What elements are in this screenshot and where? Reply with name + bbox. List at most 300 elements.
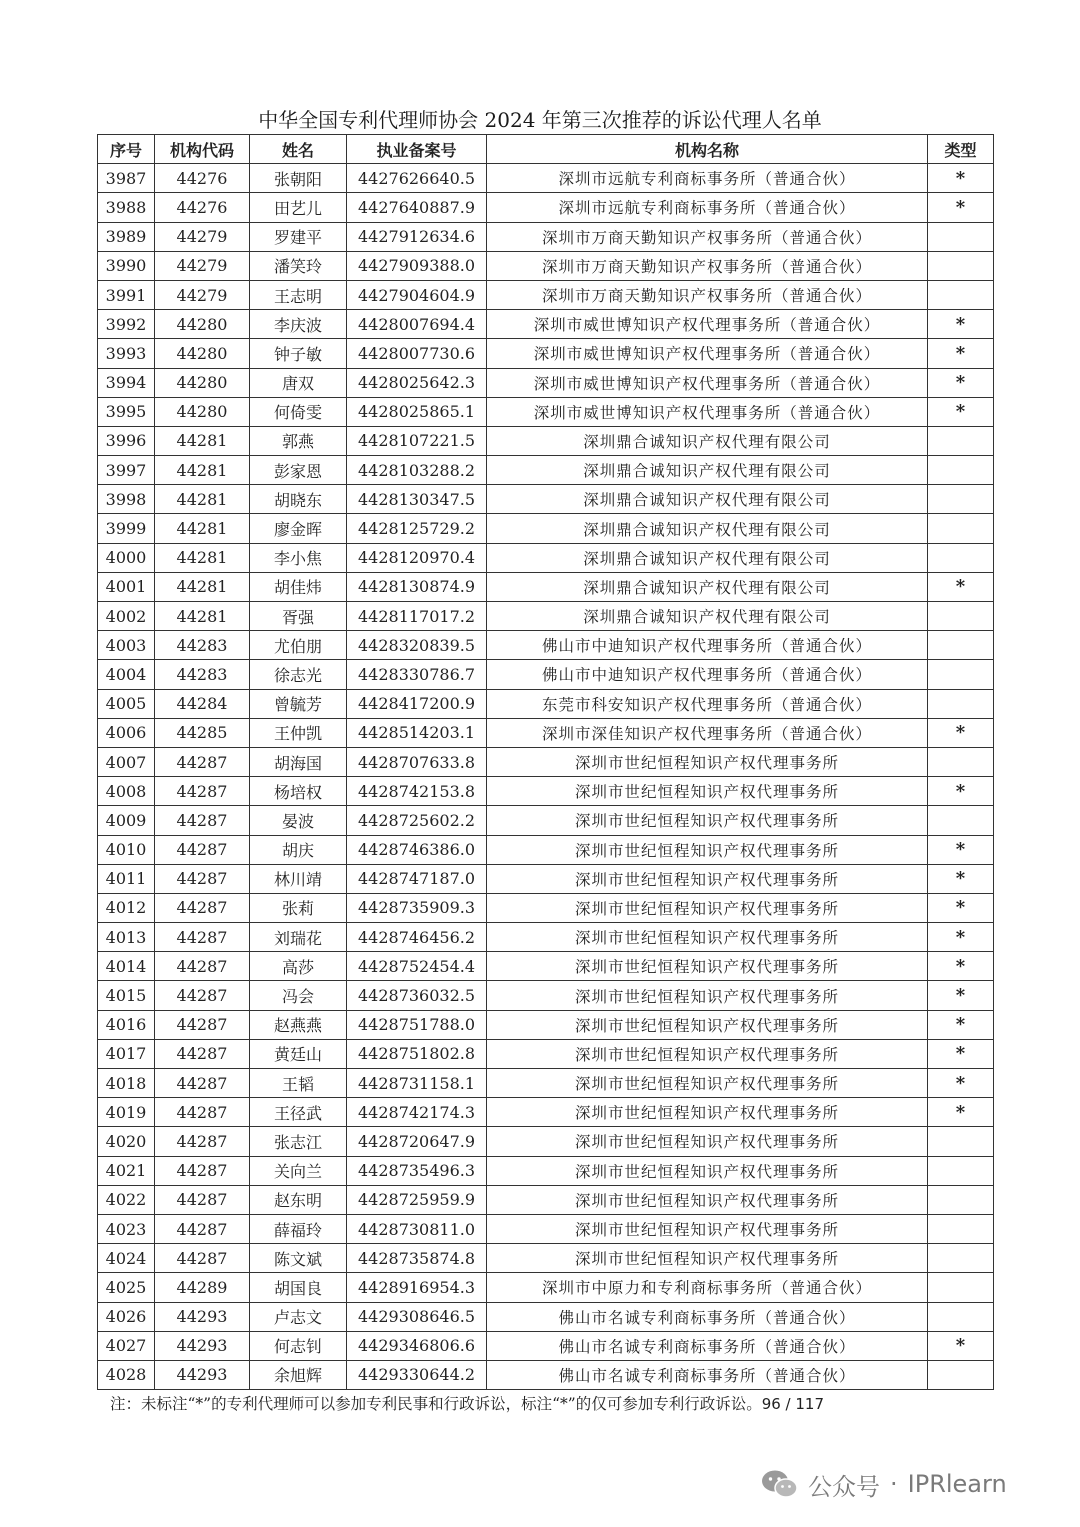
cell-seq: 4019 — [98, 1098, 155, 1127]
cell-type: * — [928, 339, 994, 368]
cell-seq: 3990 — [98, 251, 155, 280]
cell-name: 罗建平 — [250, 222, 347, 251]
cell-type — [928, 1214, 994, 1243]
table-row — [98, 631, 994, 660]
cell-type — [928, 485, 994, 514]
cell-license-no: 4428330786.7 — [347, 660, 487, 689]
table-row — [98, 1360, 994, 1389]
cell-org-name: 深圳市世纪恒程知识产权代理事务所 — [487, 1127, 928, 1156]
table-row — [98, 572, 994, 601]
table-row — [98, 835, 994, 864]
cell-name: 廖金晖 — [250, 514, 347, 543]
cell-org-code: 44281 — [155, 543, 250, 572]
cell-license-no: 4428320839.5 — [347, 631, 487, 660]
cell-license-no: 4429346806.6 — [347, 1331, 487, 1360]
cell-seq: 4021 — [98, 1156, 155, 1185]
cell-name: 林川靖 — [250, 864, 347, 893]
cell-org-code: 44293 — [155, 1302, 250, 1331]
table-row — [98, 193, 994, 222]
cell-type: * — [928, 397, 994, 426]
cell-seq: 4016 — [98, 1010, 155, 1039]
cell-type — [928, 689, 994, 718]
table-row — [98, 1302, 994, 1331]
cell-type: * — [928, 310, 994, 339]
cell-org-code: 44287 — [155, 1214, 250, 1243]
cell-name: 尤伯朋 — [250, 631, 347, 660]
cell-name: 黄廷山 — [250, 1039, 347, 1068]
cell-name: 王径武 — [250, 1098, 347, 1127]
cell-org-code: 44287 — [155, 835, 250, 864]
cell-org-code: 44293 — [155, 1331, 250, 1360]
cell-org-code: 44283 — [155, 631, 250, 660]
cell-type: * — [928, 864, 994, 893]
cell-org-code: 44287 — [155, 1185, 250, 1214]
cell-name: 余旭辉 — [250, 1360, 347, 1389]
cell-type — [928, 1156, 994, 1185]
cell-license-no: 4428731158.1 — [347, 1069, 487, 1098]
cell-license-no: 4429308646.5 — [347, 1302, 487, 1331]
cell-org-name: 佛山市中迪知识产权代理事务所（普通合伙） — [487, 660, 928, 689]
cell-org-name: 深圳市中原力和专利商标事务所（普通合伙） — [487, 1273, 928, 1302]
cell-org-name: 深圳鼎合诚知识产权代理有限公司 — [487, 514, 928, 543]
cell-type — [928, 602, 994, 631]
cell-seq: 4023 — [98, 1214, 155, 1243]
cell-org-name: 深圳市远航专利商标事务所（普通合伙） — [487, 193, 928, 222]
cell-org-name: 深圳市世纪恒程知识产权代理事务所 — [487, 835, 928, 864]
cell-license-no: 4428007694.4 — [347, 310, 487, 339]
cell-type: * — [928, 923, 994, 952]
cell-name: 潘笑玲 — [250, 251, 347, 280]
cell-type: * — [928, 893, 994, 922]
table-row — [98, 543, 994, 572]
table-row — [98, 1039, 994, 1068]
cell-org-code: 44287 — [155, 806, 250, 835]
table-row — [98, 718, 994, 747]
cell-license-no: 4428107221.5 — [347, 426, 487, 455]
cell-org-name: 深圳市世纪恒程知识产权代理事务所 — [487, 893, 928, 922]
cell-org-name: 深圳市世纪恒程知识产权代理事务所 — [487, 806, 928, 835]
cell-type: * — [928, 1039, 994, 1068]
cell-seq: 3992 — [98, 310, 155, 339]
cell-seq: 4017 — [98, 1039, 155, 1068]
cell-license-no: 4428736032.5 — [347, 981, 487, 1010]
cell-org-code: 44285 — [155, 718, 250, 747]
table-row — [98, 689, 994, 718]
cell-org-name: 深圳市世纪恒程知识产权代理事务所 — [487, 777, 928, 806]
cell-type: * — [928, 572, 994, 601]
header-seq: 序号 — [98, 135, 155, 164]
cell-name: 胡海国 — [250, 747, 347, 776]
cell-org-name: 深圳市世纪恒程知识产权代理事务所 — [487, 1069, 928, 1098]
table-row — [98, 1010, 994, 1039]
cell-type — [928, 1273, 994, 1302]
table-row — [98, 251, 994, 280]
cell-org-code: 44281 — [155, 456, 250, 485]
cell-org-code: 44281 — [155, 602, 250, 631]
cell-license-no: 4428720647.9 — [347, 1127, 487, 1156]
cell-license-no: 4428130347.5 — [347, 485, 487, 514]
header-type: 类型 — [928, 135, 994, 164]
cell-seq: 4018 — [98, 1069, 155, 1098]
cell-type — [928, 660, 994, 689]
cell-type: * — [928, 952, 994, 981]
cell-org-name: 深圳市深佳知识产权代理事务所（普通合伙） — [487, 718, 928, 747]
cell-name: 张志江 — [250, 1127, 347, 1156]
cell-seq: 4004 — [98, 660, 155, 689]
cell-name: 胡晓东 — [250, 485, 347, 514]
table-row — [98, 485, 994, 514]
cell-org-code: 44281 — [155, 514, 250, 543]
cell-seq: 4002 — [98, 602, 155, 631]
table-row — [98, 952, 994, 981]
cell-org-code: 44276 — [155, 164, 250, 193]
cell-org-code: 44276 — [155, 193, 250, 222]
cell-license-no: 4428752454.4 — [347, 952, 487, 981]
cell-org-code: 44283 — [155, 660, 250, 689]
cell-org-name: 深圳市世纪恒程知识产权代理事务所 — [487, 1185, 928, 1214]
cell-name: 陈文斌 — [250, 1244, 347, 1273]
cell-seq: 4005 — [98, 689, 155, 718]
cell-org-name: 深圳市万商天勤知识产权事务所（普通合伙） — [487, 280, 928, 309]
cell-org-name: 佛山市中迪知识产权代理事务所（普通合伙） — [487, 631, 928, 660]
watermark-account: IPRlearn — [907, 1470, 1007, 1498]
table-header-row — [98, 135, 994, 164]
cell-license-no: 4427626640.5 — [347, 164, 487, 193]
watermark-separator: · — [890, 1470, 898, 1498]
cell-org-code: 44281 — [155, 426, 250, 455]
cell-type: * — [928, 981, 994, 1010]
cell-name: 胡佳炜 — [250, 572, 347, 601]
cell-license-no: 4428725959.9 — [347, 1185, 487, 1214]
table-row — [98, 777, 994, 806]
cell-license-no: 4427904604.9 — [347, 280, 487, 309]
cell-seq: 4014 — [98, 952, 155, 981]
cell-org-code: 44287 — [155, 864, 250, 893]
cell-license-no: 4428725602.2 — [347, 806, 487, 835]
cell-license-no: 4428007730.6 — [347, 339, 487, 368]
cell-type: * — [928, 835, 994, 864]
table-row — [98, 981, 994, 1010]
table-row — [98, 222, 994, 251]
cell-name: 彭家恩 — [250, 456, 347, 485]
table-row — [98, 514, 994, 543]
page-number: 96 / 117 — [761, 1395, 825, 1413]
table-row — [98, 368, 994, 397]
cell-org-code: 44284 — [155, 689, 250, 718]
watermark-label: 公众号 — [808, 1472, 880, 1501]
cell-name: 李小焦 — [250, 543, 347, 572]
cell-seq: 3994 — [98, 368, 155, 397]
cell-org-name: 深圳鼎合诚知识产权代理有限公司 — [487, 456, 928, 485]
cell-license-no: 4427909388.0 — [347, 251, 487, 280]
agent-table — [97, 134, 994, 1390]
table-row — [98, 397, 994, 426]
cell-name: 张莉 — [250, 893, 347, 922]
cell-seq: 4024 — [98, 1244, 155, 1273]
cell-seq: 4012 — [98, 893, 155, 922]
cell-name: 赵燕燕 — [250, 1010, 347, 1039]
cell-org-name: 深圳市威世博知识产权代理事务所（普通合伙） — [487, 397, 928, 426]
cell-license-no: 4428120970.4 — [347, 543, 487, 572]
header-license-no: 执业备案号 — [347, 135, 487, 164]
cell-org-name: 深圳市世纪恒程知识产权代理事务所 — [487, 747, 928, 776]
cell-org-name: 深圳市世纪恒程知识产权代理事务所 — [487, 1156, 928, 1185]
table-row — [98, 280, 994, 309]
cell-type — [928, 1127, 994, 1156]
cell-org-code: 44287 — [155, 1127, 250, 1156]
cell-name: 徐志光 — [250, 660, 347, 689]
cell-license-no: 4428514203.1 — [347, 718, 487, 747]
table-row — [98, 806, 994, 835]
cell-name: 胡庆 — [250, 835, 347, 864]
wechat-watermark — [760, 1464, 1007, 1504]
cell-seq: 4003 — [98, 631, 155, 660]
cell-seq: 4006 — [98, 718, 155, 747]
cell-license-no: 4428707633.8 — [347, 747, 487, 776]
cell-name: 王仲凯 — [250, 718, 347, 747]
cell-name: 晏波 — [250, 806, 347, 835]
cell-org-name: 深圳鼎合诚知识产权代理有限公司 — [487, 602, 928, 631]
cell-seq: 4015 — [98, 981, 155, 1010]
table-row — [98, 164, 994, 193]
cell-org-name: 深圳市世纪恒程知识产权代理事务所 — [487, 952, 928, 981]
cell-org-name: 深圳鼎合诚知识产权代理有限公司 — [487, 426, 928, 455]
table-row — [98, 864, 994, 893]
cell-type — [928, 426, 994, 455]
cell-name: 钟子敏 — [250, 339, 347, 368]
cell-org-code: 44281 — [155, 485, 250, 514]
cell-org-code: 44293 — [155, 1360, 250, 1389]
cell-type — [928, 1244, 994, 1273]
cell-license-no: 4428746386.0 — [347, 835, 487, 864]
cell-seq: 4010 — [98, 835, 155, 864]
cell-type — [928, 456, 994, 485]
cell-seq: 3995 — [98, 397, 155, 426]
cell-type — [928, 631, 994, 660]
cell-license-no: 4428742174.3 — [347, 1098, 487, 1127]
cell-org-name: 深圳鼎合诚知识产权代理有限公司 — [487, 543, 928, 572]
cell-name: 王志明 — [250, 280, 347, 309]
cell-org-name: 深圳市世纪恒程知识产权代理事务所 — [487, 981, 928, 1010]
table-row — [98, 1244, 994, 1273]
cell-name: 唐双 — [250, 368, 347, 397]
cell-org-code: 44280 — [155, 310, 250, 339]
cell-license-no: 4428751802.8 — [347, 1039, 487, 1068]
cell-name: 冯会 — [250, 981, 347, 1010]
table-row — [98, 1214, 994, 1243]
cell-license-no: 4428117017.2 — [347, 602, 487, 631]
cell-seq: 4027 — [98, 1331, 155, 1360]
table-row — [98, 747, 994, 776]
cell-name: 薛福玲 — [250, 1214, 347, 1243]
cell-license-no: 4428751788.0 — [347, 1010, 487, 1039]
cell-name: 胡国良 — [250, 1273, 347, 1302]
cell-seq: 3988 — [98, 193, 155, 222]
cell-license-no: 4428735874.8 — [347, 1244, 487, 1273]
header-org-code: 机构代码 — [155, 135, 250, 164]
cell-org-code: 44279 — [155, 280, 250, 309]
cell-org-code: 44280 — [155, 339, 250, 368]
table-row — [98, 426, 994, 455]
cell-type: * — [928, 1331, 994, 1360]
table-row — [98, 1273, 994, 1302]
cell-seq: 4001 — [98, 572, 155, 601]
cell-org-code: 44279 — [155, 251, 250, 280]
cell-license-no: 4428103288.2 — [347, 456, 487, 485]
cell-seq: 4026 — [98, 1302, 155, 1331]
cell-org-code: 44280 — [155, 397, 250, 426]
table-row — [98, 1069, 994, 1098]
cell-org-name: 深圳市世纪恒程知识产权代理事务所 — [487, 1010, 928, 1039]
table-row — [98, 1331, 994, 1360]
cell-type: * — [928, 164, 994, 193]
cell-name: 关向兰 — [250, 1156, 347, 1185]
cell-type — [928, 1185, 994, 1214]
cell-seq: 3998 — [98, 485, 155, 514]
cell-name: 王韬 — [250, 1069, 347, 1098]
table-row — [98, 310, 994, 339]
cell-org-name: 佛山市名诚专利商标事务所（普通合伙） — [487, 1360, 928, 1389]
cell-seq: 4008 — [98, 777, 155, 806]
cell-seq: 3989 — [98, 222, 155, 251]
cell-seq: 4013 — [98, 923, 155, 952]
cell-org-name: 深圳鼎合诚知识产权代理有限公司 — [487, 572, 928, 601]
cell-seq: 4009 — [98, 806, 155, 835]
cell-org-code: 44287 — [155, 777, 250, 806]
cell-org-code: 44287 — [155, 893, 250, 922]
cell-name: 郭燕 — [250, 426, 347, 455]
cell-name: 张朝阳 — [250, 164, 347, 193]
cell-name: 高莎 — [250, 952, 347, 981]
table-row — [98, 1185, 994, 1214]
cell-org-code: 44279 — [155, 222, 250, 251]
cell-type: * — [928, 1098, 994, 1127]
footnote-text: 注：未标注“*”的专利代理师可以参加专利民事和行政诉讼，标注“*”的仅可参加专利行政诉讼。 — [110, 1395, 762, 1413]
cell-type: * — [928, 1010, 994, 1039]
page-title: 中华全国专利代理师协会 2024 年第三次推荐的诉讼代理人名单 — [258, 108, 822, 132]
cell-license-no: 4428730811.0 — [347, 1214, 487, 1243]
cell-license-no: 4428125729.2 — [347, 514, 487, 543]
cell-org-code: 44287 — [155, 1010, 250, 1039]
cell-seq: 3999 — [98, 514, 155, 543]
header-name: 姓名 — [250, 135, 347, 164]
cell-type — [928, 1360, 994, 1389]
cell-type: * — [928, 777, 994, 806]
cell-type — [928, 280, 994, 309]
cell-type — [928, 514, 994, 543]
cell-seq: 4028 — [98, 1360, 155, 1389]
cell-name: 曾毓芳 — [250, 689, 347, 718]
cell-name: 杨培权 — [250, 777, 347, 806]
cell-org-code: 44287 — [155, 1244, 250, 1273]
table-row — [98, 339, 994, 368]
cell-org-code: 44287 — [155, 1069, 250, 1098]
cell-type — [928, 251, 994, 280]
cell-seq: 4020 — [98, 1127, 155, 1156]
cell-name: 胥强 — [250, 602, 347, 631]
cell-type — [928, 747, 994, 776]
cell-seq: 4000 — [98, 543, 155, 572]
cell-type: * — [928, 193, 994, 222]
cell-license-no: 4427640887.9 — [347, 193, 487, 222]
cell-license-no: 4428735496.3 — [347, 1156, 487, 1185]
cell-name: 刘瑞花 — [250, 923, 347, 952]
cell-org-name: 深圳市威世博知识产权代理事务所（普通合伙） — [487, 339, 928, 368]
cell-seq: 4025 — [98, 1273, 155, 1302]
cell-org-name: 深圳市世纪恒程知识产权代理事务所 — [487, 1039, 928, 1068]
cell-org-code: 44287 — [155, 1156, 250, 1185]
table-row — [98, 1098, 994, 1127]
cell-license-no: 4428746456.2 — [347, 923, 487, 952]
cell-org-name: 佛山市名诚专利商标事务所（普通合伙） — [487, 1302, 928, 1331]
cell-license-no: 4429330644.2 — [347, 1360, 487, 1389]
cell-seq: 4007 — [98, 747, 155, 776]
cell-org-name: 深圳市世纪恒程知识产权代理事务所 — [487, 1214, 928, 1243]
table-row — [98, 456, 994, 485]
cell-org-code: 44287 — [155, 747, 250, 776]
table-body — [98, 164, 994, 1390]
cell-name: 何倚雯 — [250, 397, 347, 426]
table-row — [98, 1127, 994, 1156]
table-row — [98, 1156, 994, 1185]
cell-license-no: 4428747187.0 — [347, 864, 487, 893]
cell-type — [928, 806, 994, 835]
cell-license-no: 4428417200.9 — [347, 689, 487, 718]
cell-org-name: 深圳市万商天勤知识产权事务所（普通合伙） — [487, 251, 928, 280]
cell-type: * — [928, 718, 994, 747]
wechat-icon — [760, 1468, 800, 1500]
cell-org-code: 44287 — [155, 952, 250, 981]
cell-type — [928, 1302, 994, 1331]
cell-seq: 3987 — [98, 164, 155, 193]
cell-org-name: 深圳市世纪恒程知识产权代理事务所 — [487, 1244, 928, 1273]
cell-org-name: 东莞市科安知识产权代理事务所（普通合伙） — [487, 689, 928, 718]
cell-seq: 3997 — [98, 456, 155, 485]
cell-type — [928, 543, 994, 572]
cell-org-code: 44287 — [155, 923, 250, 952]
cell-seq: 3991 — [98, 280, 155, 309]
cell-seq: 4022 — [98, 1185, 155, 1214]
cell-license-no: 4428025865.1 — [347, 397, 487, 426]
cell-org-code: 44280 — [155, 368, 250, 397]
cell-seq: 3993 — [98, 339, 155, 368]
cell-name: 何志钊 — [250, 1331, 347, 1360]
cell-org-name: 深圳市万商天勤知识产权事务所（普通合伙） — [487, 222, 928, 251]
cell-license-no: 4428742153.8 — [347, 777, 487, 806]
cell-org-name: 深圳市威世博知识产权代理事务所（普通合伙） — [487, 368, 928, 397]
cell-org-name: 深圳鼎合诚知识产权代理有限公司 — [487, 485, 928, 514]
cell-org-name: 深圳市威世博知识产权代理事务所（普通合伙） — [487, 310, 928, 339]
cell-license-no: 4428025642.3 — [347, 368, 487, 397]
cell-org-name: 深圳市世纪恒程知识产权代理事务所 — [487, 1098, 928, 1127]
cell-org-name: 深圳市世纪恒程知识产权代理事务所 — [487, 864, 928, 893]
cell-license-no: 4427912634.6 — [347, 222, 487, 251]
cell-name: 赵东明 — [250, 1185, 347, 1214]
table-row — [98, 660, 994, 689]
cell-seq: 3996 — [98, 426, 155, 455]
footnote — [110, 1392, 824, 1414]
table-row — [98, 602, 994, 631]
cell-license-no: 4428916954.3 — [347, 1273, 487, 1302]
cell-seq: 4011 — [98, 864, 155, 893]
cell-org-name: 佛山市名诚专利商标事务所（普通合伙） — [487, 1331, 928, 1360]
cell-name: 李庆波 — [250, 310, 347, 339]
cell-type: * — [928, 368, 994, 397]
table-row — [98, 923, 994, 952]
cell-org-name: 深圳市世纪恒程知识产权代理事务所 — [487, 923, 928, 952]
cell-org-code: 44287 — [155, 981, 250, 1010]
cell-org-name: 深圳市远航专利商标事务所（普通合伙） — [487, 164, 928, 193]
